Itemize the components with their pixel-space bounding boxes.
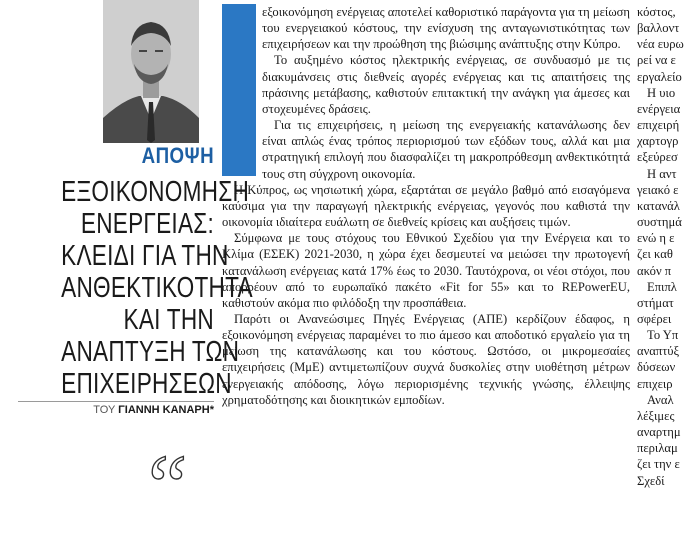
body-paragraph: εξοικονόμηση ενέργειας αποτελεί καθοριστικό παράγοντα για τη μείωση του ενεργειακού κόστους, την ενίσχυση της ανταγωνιστικότητας των επιχειρήσεων και την προώθηση της βιώσιμης ανάπτυξης στην Κύπρο.: [262, 5, 630, 52]
drop-cap: [222, 4, 256, 176]
continuation-line: Η αντ: [647, 166, 677, 181]
byline: [18, 401, 214, 420]
continuation-line: Το Υπ: [647, 328, 679, 343]
continuation-line: επιχειρή: [637, 118, 680, 133]
continuation-line: συστημά: [637, 215, 682, 230]
body-paragraph: Σύμφωνα με τους στόχους του Εθνικού Σχεδίου για την Ενέργεια και το Κλίμα (ΕΣΕΚ) 2021-2030, η χώρα έχει δεσμευτεί να μειώσει την πρωτογενή κατανάλωση ενέργειας κατά 17% έως το 2030. Ταυτόχρονα, οι νέοι στόχοι, που απορρέουν από το ευρωπαϊκό πακέτο «Fit for 55» και το REPowerEU, καθιστούν ακόμα πιο φιλόδοξη την προσπάθεια.: [222, 231, 630, 310]
headline: [18, 176, 253, 400]
continuation-line: βαλλοντ: [637, 21, 680, 36]
headline-line: ΚΛΕΙΔΙ ΓΙΑ ΤΗΝ: [61, 240, 229, 272]
byline-prefix: ΤΟΥ: [93, 404, 116, 416]
continuation-line: νέα ευρω: [637, 37, 684, 52]
article-continuation-column: [637, 4, 700, 500]
continuation-line: Σχεδί: [637, 473, 665, 488]
continuation-line: σφέρει: [637, 311, 672, 326]
continuation-line: αναρτημ: [637, 425, 681, 440]
continuation-line: ρεί να ε: [637, 53, 676, 68]
continuation-line: στήματ: [637, 295, 674, 310]
author-photo: [103, 0, 199, 143]
continuation-line: ενώ η ε: [637, 231, 675, 246]
continuation-line: ζει την ε: [637, 457, 680, 472]
continuation-line: Αναλ: [647, 392, 674, 407]
body-paragraph: Η Κύπρος, ως νησιωτική χώρα, εξαρτάται σε μεγάλο βαθμό από εισαγόμενα καύσιμα για την παραγωγή ηλεκτρικής ενέργειας, γεγονός που καθιστά την οικονομία ιδιαίτερα ευάλωτη σε διεθνείς κρίσεις και αυξήσεις τιμών.: [222, 182, 630, 230]
body-paragraph: Το αυξημένο κόστος ηλεκτρικής ενέργειας, σε συνδυασμό με τις διακυμάνσεις στις διεθνείς αγορές ενέργειας και τις απαιτήσεις της πράσινης μετάβασης, καθιστούν επιτακτική την ανάγκη για άμεσες και στοχευμένες δράσεις.: [262, 53, 630, 116]
continuation-line: αναπτύξ: [637, 344, 680, 359]
headline-line: ΑΝΘΕΚΤΙΚΟΤΗΤΑ: [61, 272, 253, 304]
continuation-line: εργαλείο: [637, 69, 682, 84]
headline-line: ΕΝΕΡΓΕΙΑΣ:: [80, 208, 214, 240]
byline-author: ΓΙΑΝΝΗ ΚΑΝΑΡΗ*: [118, 404, 214, 416]
author-portrait: [103, 0, 199, 143]
continuation-line: κατανάλ: [637, 198, 680, 213]
headline-line: ΕΞΟΙΚΟΝΟΜΗΣΗ: [61, 176, 250, 208]
continuation-line: δύσεων: [637, 360, 676, 375]
continuation-line: εξεύρεσ: [637, 150, 678, 165]
continuation-line: κόστος,: [637, 5, 676, 19]
headline-line: ΑΝΑΠΤΥΞΗ ΤΩΝ: [61, 336, 240, 368]
body-paragraph: Παρότι οι Ανανεώσιμες Πηγές Ενέργειας (ΑΠΕ) κερδίζουν έδαφος, η εξοικονόμηση ενέργειας παραμένει το πιο άμεσο και αποδοτικό εργαλείο για τη μείωση της κατανάλωσης και του κόστους. Ωστόσο, οι μικρομεσαίες επιχειρήσεις (ΜμΕ) αντιμετωπίζουν συχνά δυσκολίες στην υιοθέτηση μέτρων ενεργειακής απόδοσης, λόγω περιορισμένης τεχνικής γνώσης, έλλειψης χρηματοδότησης και διοικητικών εμποδίων.: [222, 311, 630, 407]
article-body: [222, 4, 630, 500]
continuation-line: ακόν π: [637, 263, 672, 278]
continuation-line: ζει καθ: [637, 247, 673, 262]
continuation-line: λέξιμες: [637, 408, 675, 423]
continuation-line: γειακό ε: [637, 182, 679, 197]
quote-mark-icon: “: [148, 438, 188, 535]
body-paragraph: Για τις επιχειρήσεις, η μείωση της ενεργειακής κατανάλωσης δεν είναι απλώς ένας τρόπος περιορισμού των εξόδων τους, αλλά και μια στρατηγική επιλογή που διασφαλίζει τη μακροπρόθεσμη ανθεκτικότητά τους στη σύγχρονη οικονομία.: [262, 118, 630, 181]
continuation-line: επιχειρ: [637, 376, 673, 391]
continuation-line: χαρτογρ: [637, 134, 679, 149]
continuation-line: Η υιο: [647, 85, 676, 100]
headline-line: ΚΑΙ ΤΗΝ: [123, 304, 214, 336]
section-label: ΑΠΟΨΗ: [141, 143, 214, 168]
continuation-lines: [637, 4, 700, 489]
continuation-line: Επιπλ: [647, 279, 677, 294]
headline-line: ΕΠΙΧΕΙΡΗΣΕΩΝ: [61, 368, 232, 400]
continuation-line: ενέργεια: [637, 101, 681, 116]
continuation-line: περιλαμ: [637, 441, 678, 456]
